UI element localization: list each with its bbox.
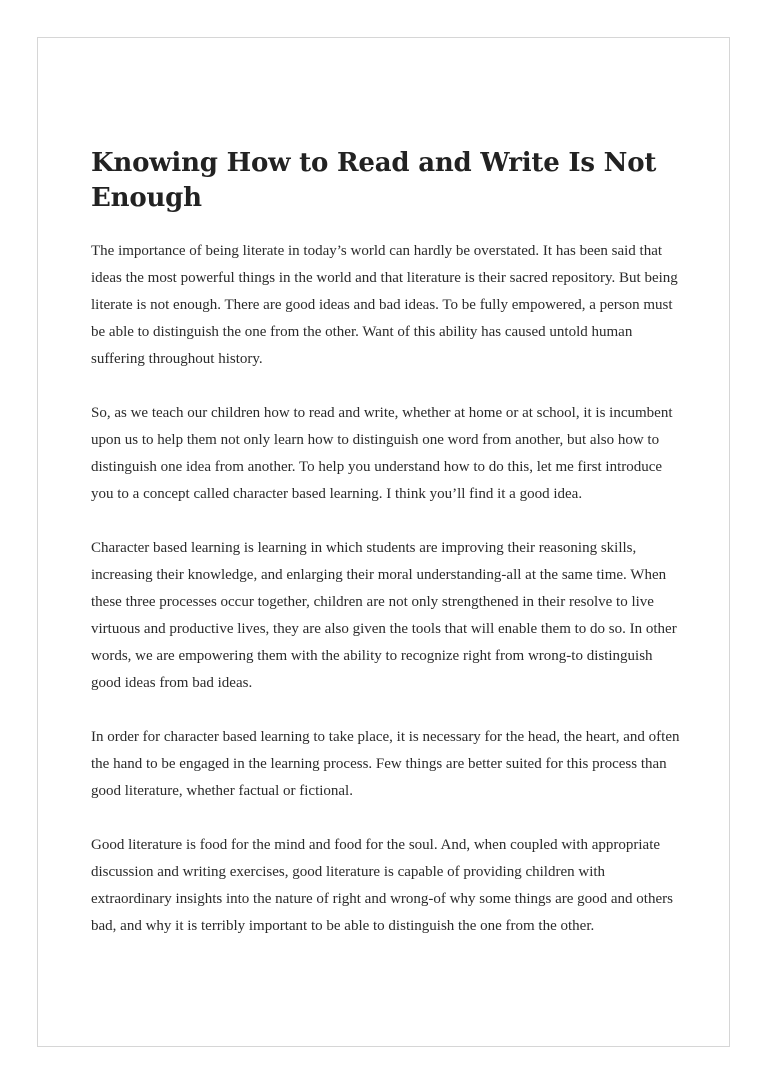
- paragraph-1: The importance of being literate in today’s world can hardly be overstated. It has been said that ideas the most powerful things in the world and that literature is their sacred repository. But being literate is not enough. There are good ideas and bad ideas. To be fully empowered, a person must be able to distinguish the one from the other. Want of this ability has caused untold human suffering throughout history.: [91, 243, 678, 367]
- document-page: [37, 37, 730, 1047]
- paragraph-4: In order for character based learning to take place, it is necessary for the head, the heart, and often the hand to be engaged in the learning process. Few things are better suited for this process than good literature, whether factual or fictional.: [91, 729, 680, 799]
- paragraph-2: So, as we teach our children how to read and write, whether at home or at school, it is incumbent upon us to help them not only learn how to distinguish one word from another, but also how to distinguish one idea from another. To help you understand how to do this, let me first introduce you to a concept called character based learning. I think you’ll find it a good idea.: [91, 405, 673, 502]
- paragraph-3: Character based learning is learning in which students are improving their reasoning skills, increasing their knowledge, and enlarging their moral understanding-all at the same time. When these three processes occur together, children are not only strengthened in their resolve to live virtuous and productive lives, they are also given the tools that will enable them to do so. In other words, we are empowering them with the ability to recognize right from wrong-to distinguish good ideas from bad ideas.: [91, 540, 677, 691]
- document-title: Knowing How to Read and Write Is Not Enough: [91, 148, 657, 213]
- document-content: [91, 146, 685, 967]
- paragraph-5: Good literature is food for the mind and food for the soul. And, when coupled with appropriate discussion and writing exercises, good literature is capable of providing children with extraordinary insights into the nature of right and wrong-of why some things are good and others bad, and why it is terribly important to be able to distinguish the one from the other.: [91, 837, 673, 934]
